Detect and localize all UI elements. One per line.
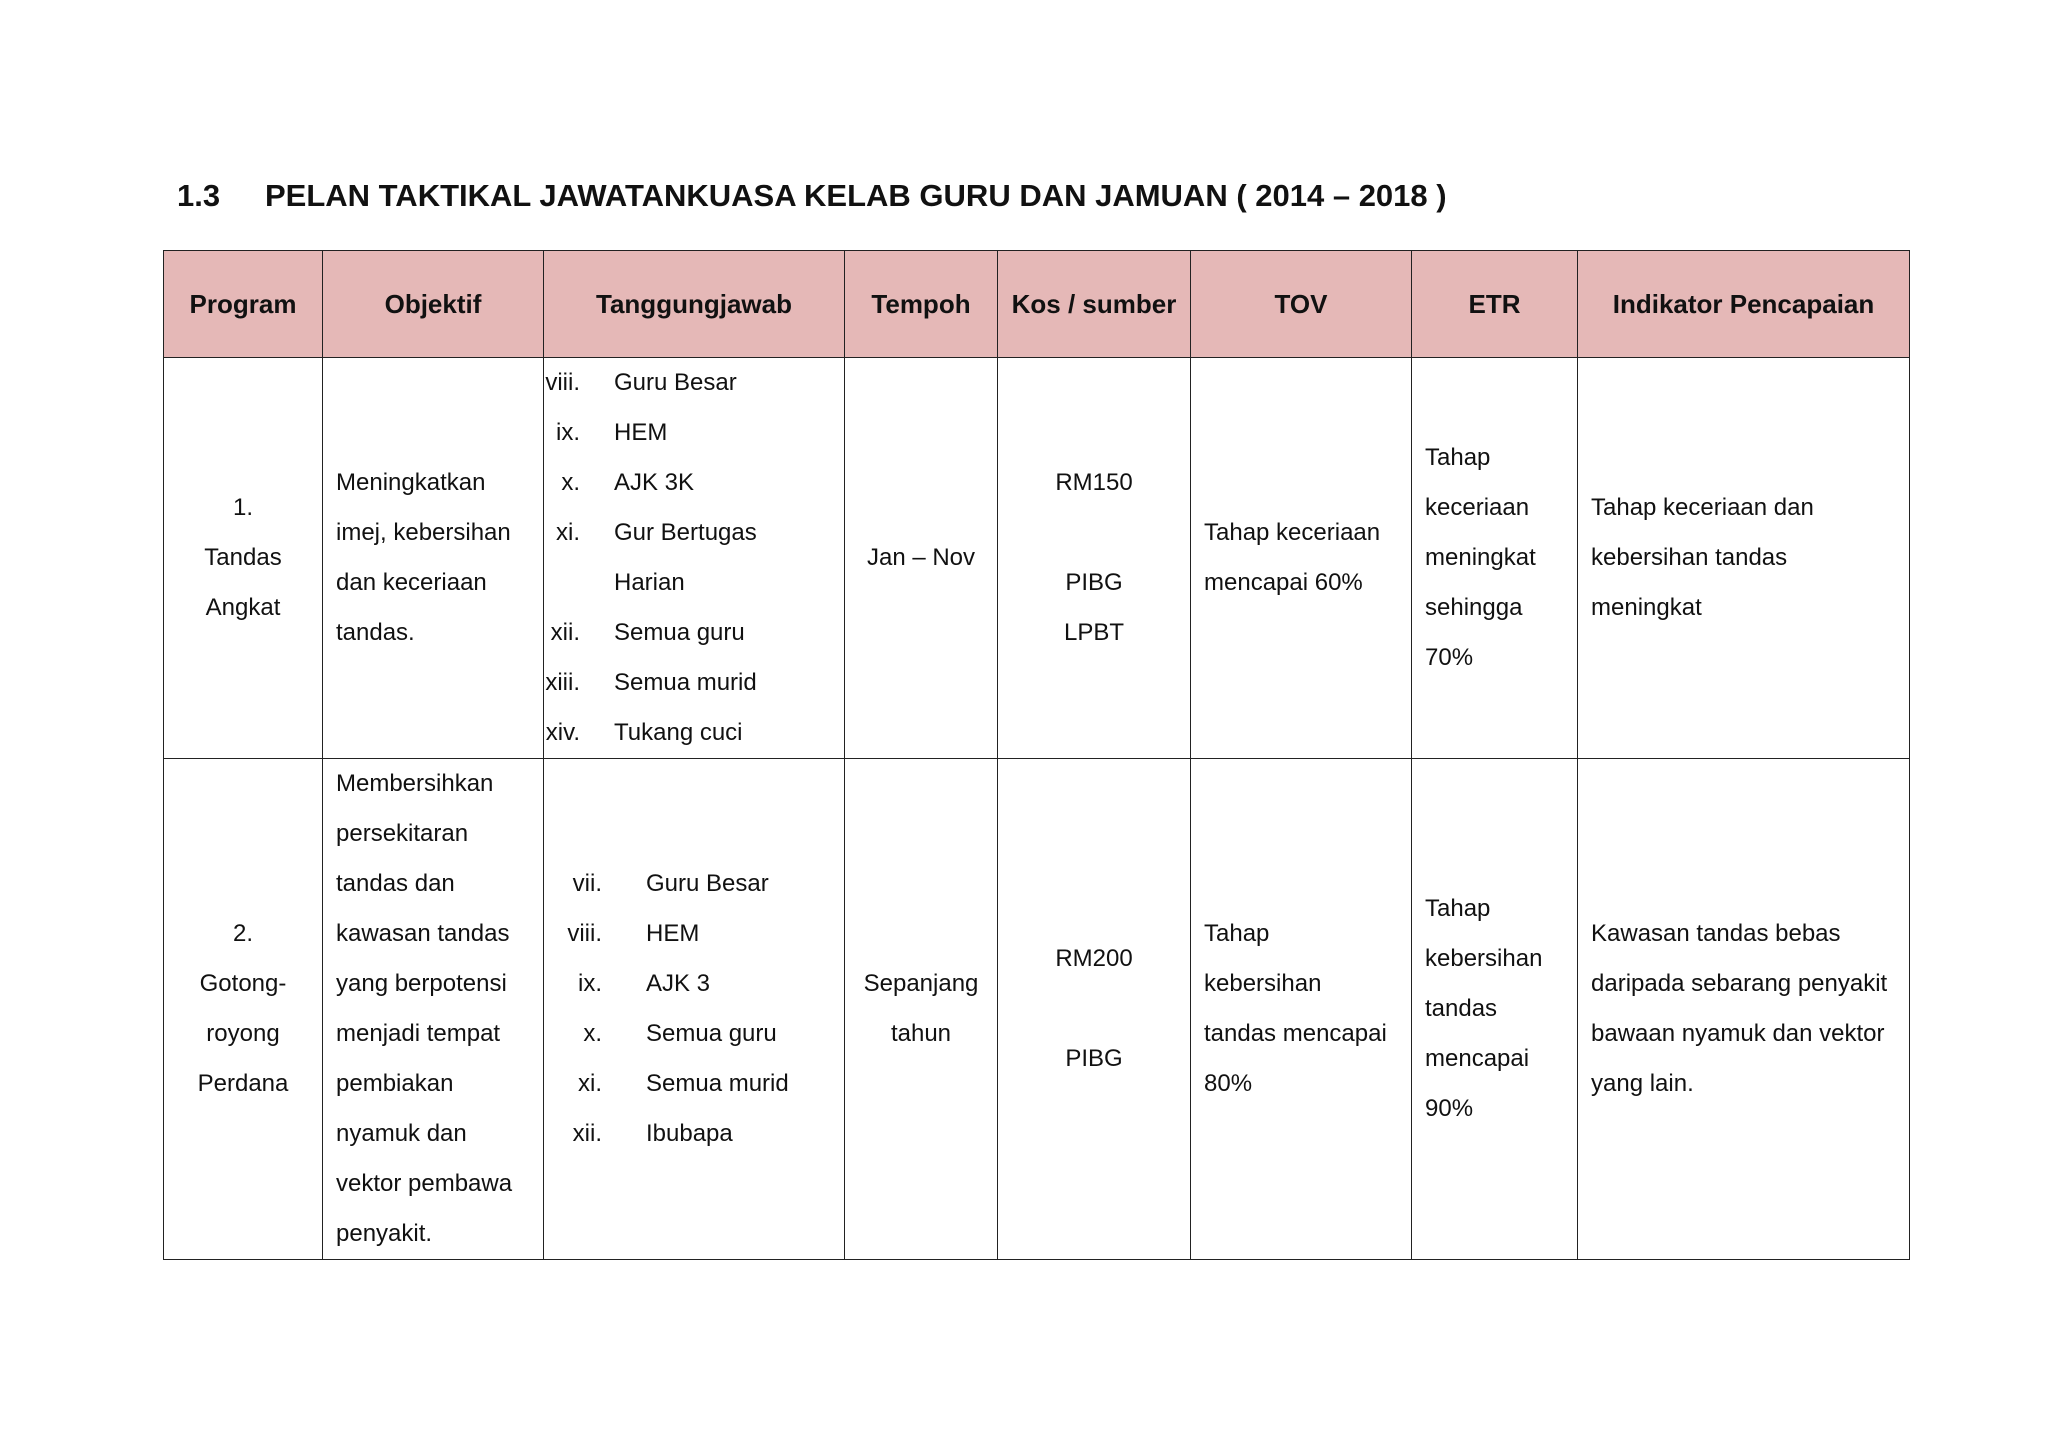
objective-line: kawasan tandas — [336, 920, 510, 947]
tov-line: Tahap — [1204, 920, 1270, 947]
column-header: Kos / sumber — [998, 251, 1191, 358]
list-text: Semua guru — [614, 619, 745, 646]
tov-line: 80% — [1204, 1070, 1253, 1097]
column-header: Indikator Pencapaian — [1578, 251, 1910, 358]
list-text: Semua guru — [646, 1020, 777, 1047]
list-text: Harian — [614, 569, 685, 596]
list-item — [544, 608, 844, 658]
program-line: Gotong- — [199, 970, 287, 997]
objective-cell — [323, 759, 544, 1260]
indicator-line: bawaan nyamuk dan vektor — [1591, 1020, 1885, 1047]
list-item — [544, 658, 844, 708]
list-item — [544, 458, 844, 508]
responsibility-list — [544, 358, 844, 758]
cost-line: RM200 — [1055, 945, 1133, 972]
objective-line: dan keceriaan — [336, 569, 487, 596]
program-cell — [164, 759, 323, 1260]
list-item — [544, 358, 844, 408]
list-marker: x. — [561, 469, 580, 496]
column-header: TOV — [1191, 251, 1412, 358]
program-line: royong — [206, 1020, 280, 1047]
list-item — [544, 859, 844, 909]
indicator-line: meningkat — [1591, 594, 1702, 621]
tov-cell — [1191, 358, 1412, 759]
list-marker: xii. — [572, 1120, 602, 1147]
column-header: ETR — [1412, 251, 1578, 358]
cost-spacer — [998, 508, 1190, 558]
tov-line: Tahap keceriaan — [1204, 519, 1381, 546]
list-item — [544, 558, 844, 608]
column-header: Tanggungjawab — [544, 251, 845, 358]
list-item — [544, 1009, 844, 1059]
objective-line: nyamuk dan — [336, 1120, 467, 1147]
list-item — [544, 408, 844, 458]
list-item — [544, 909, 844, 959]
period-line: Jan – Nov — [866, 544, 976, 571]
list-text: Guru Besar — [614, 369, 737, 396]
list-item — [544, 708, 844, 758]
etr-line: mencapai — [1425, 1045, 1530, 1072]
list-marker: x. — [583, 1020, 602, 1047]
objective-line: tandas dan — [336, 870, 455, 897]
table-row — [164, 759, 1910, 1260]
list-text: AJK 3K — [614, 469, 695, 496]
objective-line: tandas. — [336, 619, 415, 646]
indicator-line: yang lain. — [1591, 1070, 1694, 1097]
etr-line: Tahap — [1425, 895, 1491, 922]
cost-line: RM150 — [1055, 469, 1133, 496]
etr-line: sehingga — [1425, 594, 1523, 621]
list-item — [544, 1109, 844, 1159]
objective-line: menjadi tempat — [336, 1020, 501, 1047]
list-text: Gur Bertugas — [614, 519, 757, 546]
program-cell — [164, 358, 323, 759]
objective-line: Membersihkan — [336, 770, 494, 797]
section-number: 1.3 — [177, 178, 221, 213]
tov-line: mencapai 60% — [1204, 569, 1363, 596]
section-title: PELAN TAKTIKAL JAWATANKUASA KELAB GURU DAN JAMUAN ( 2014 – 2018 ) — [265, 178, 1447, 213]
responsibility-cell — [544, 358, 845, 759]
tov-line: tandas mencapai — [1204, 1020, 1387, 1047]
list-marker: vii. — [572, 870, 602, 897]
list-text: Guru Besar — [646, 870, 769, 897]
list-marker: viii. — [545, 369, 580, 396]
program-line: Tandas — [204, 544, 282, 571]
list-marker: xiv. — [545, 719, 580, 746]
list-item — [544, 1059, 844, 1109]
cost-line: LPBT — [1063, 619, 1125, 646]
etr-line: tandas — [1425, 995, 1498, 1022]
list-text: HEM — [614, 419, 668, 446]
period-cell — [845, 759, 998, 1260]
indicator-line: Tahap keceriaan dan — [1591, 494, 1814, 521]
list-marker: ix. — [578, 970, 602, 997]
program-line: Angkat — [205, 594, 281, 621]
objective-line: persekitaran — [336, 820, 469, 847]
etr-line: 90% — [1425, 1095, 1474, 1122]
program-line: 1. — [232, 494, 253, 521]
page-title — [177, 178, 1447, 214]
etr-line: 70% — [1425, 644, 1474, 671]
cost-cell — [998, 358, 1191, 759]
indicator-line: Kawasan tandas bebas — [1591, 920, 1841, 947]
objective-line: vektor pembawa — [336, 1170, 513, 1197]
etr-cell — [1412, 358, 1578, 759]
tactical-plan-table — [163, 250, 1910, 1260]
period-cell — [845, 358, 998, 759]
tov-cell — [1191, 759, 1412, 1260]
list-marker: xiii. — [545, 669, 580, 696]
indicator-cell — [1578, 759, 1910, 1260]
table-row — [164, 358, 1910, 759]
cost-line: PIBG — [1065, 569, 1123, 596]
period-line: Sepanjang — [863, 970, 979, 997]
objective-cell — [323, 358, 544, 759]
objective-line: imej, kebersihan — [336, 519, 511, 546]
etr-line: Tahap — [1425, 444, 1491, 471]
list-text: AJK 3 — [646, 970, 711, 997]
list-text: Tukang cuci — [614, 719, 743, 746]
indicator-line: daripada sebarang penyakit — [1591, 970, 1888, 997]
objective-line: pembiakan — [336, 1070, 454, 1097]
list-text: Semua murid — [646, 1070, 789, 1097]
list-text: Semua murid — [614, 669, 757, 696]
responsibility-cell — [544, 759, 845, 1260]
list-marker: xi. — [578, 1070, 602, 1097]
etr-line: meningkat — [1425, 544, 1536, 571]
list-marker: ix. — [556, 419, 580, 446]
indicator-cell — [1578, 358, 1910, 759]
indicator-line: kebersihan tandas — [1591, 544, 1788, 571]
column-header: Tempoh — [845, 251, 998, 358]
period-line: tahun — [890, 1020, 952, 1047]
table-header-row — [164, 251, 1910, 358]
etr-cell — [1412, 759, 1578, 1260]
list-item — [544, 959, 844, 1009]
column-header: Objektif — [323, 251, 544, 358]
objective-line: penyakit. — [336, 1220, 433, 1247]
cost-spacer — [998, 984, 1190, 1034]
list-marker: xi. — [556, 519, 580, 546]
etr-line: keceriaan — [1425, 494, 1530, 521]
tov-line: kebersihan — [1204, 970, 1322, 997]
etr-line: kebersihan — [1425, 945, 1543, 972]
list-text: Ibubapa — [646, 1120, 733, 1147]
objective-line: yang berpotensi — [336, 970, 507, 997]
list-marker — [544, 558, 614, 608]
list-item — [544, 508, 844, 558]
objective-line: Meningkatkan — [336, 469, 486, 496]
responsibility-list — [544, 859, 844, 1159]
cost-cell — [998, 759, 1191, 1260]
list-marker: xii. — [550, 619, 580, 646]
column-header: Program — [164, 251, 323, 358]
list-marker: viii. — [567, 920, 602, 947]
program-line: Perdana — [197, 1070, 289, 1097]
program-line: 2. — [232, 920, 253, 947]
list-text: HEM — [646, 920, 700, 947]
cost-line: PIBG — [1065, 1045, 1123, 1072]
